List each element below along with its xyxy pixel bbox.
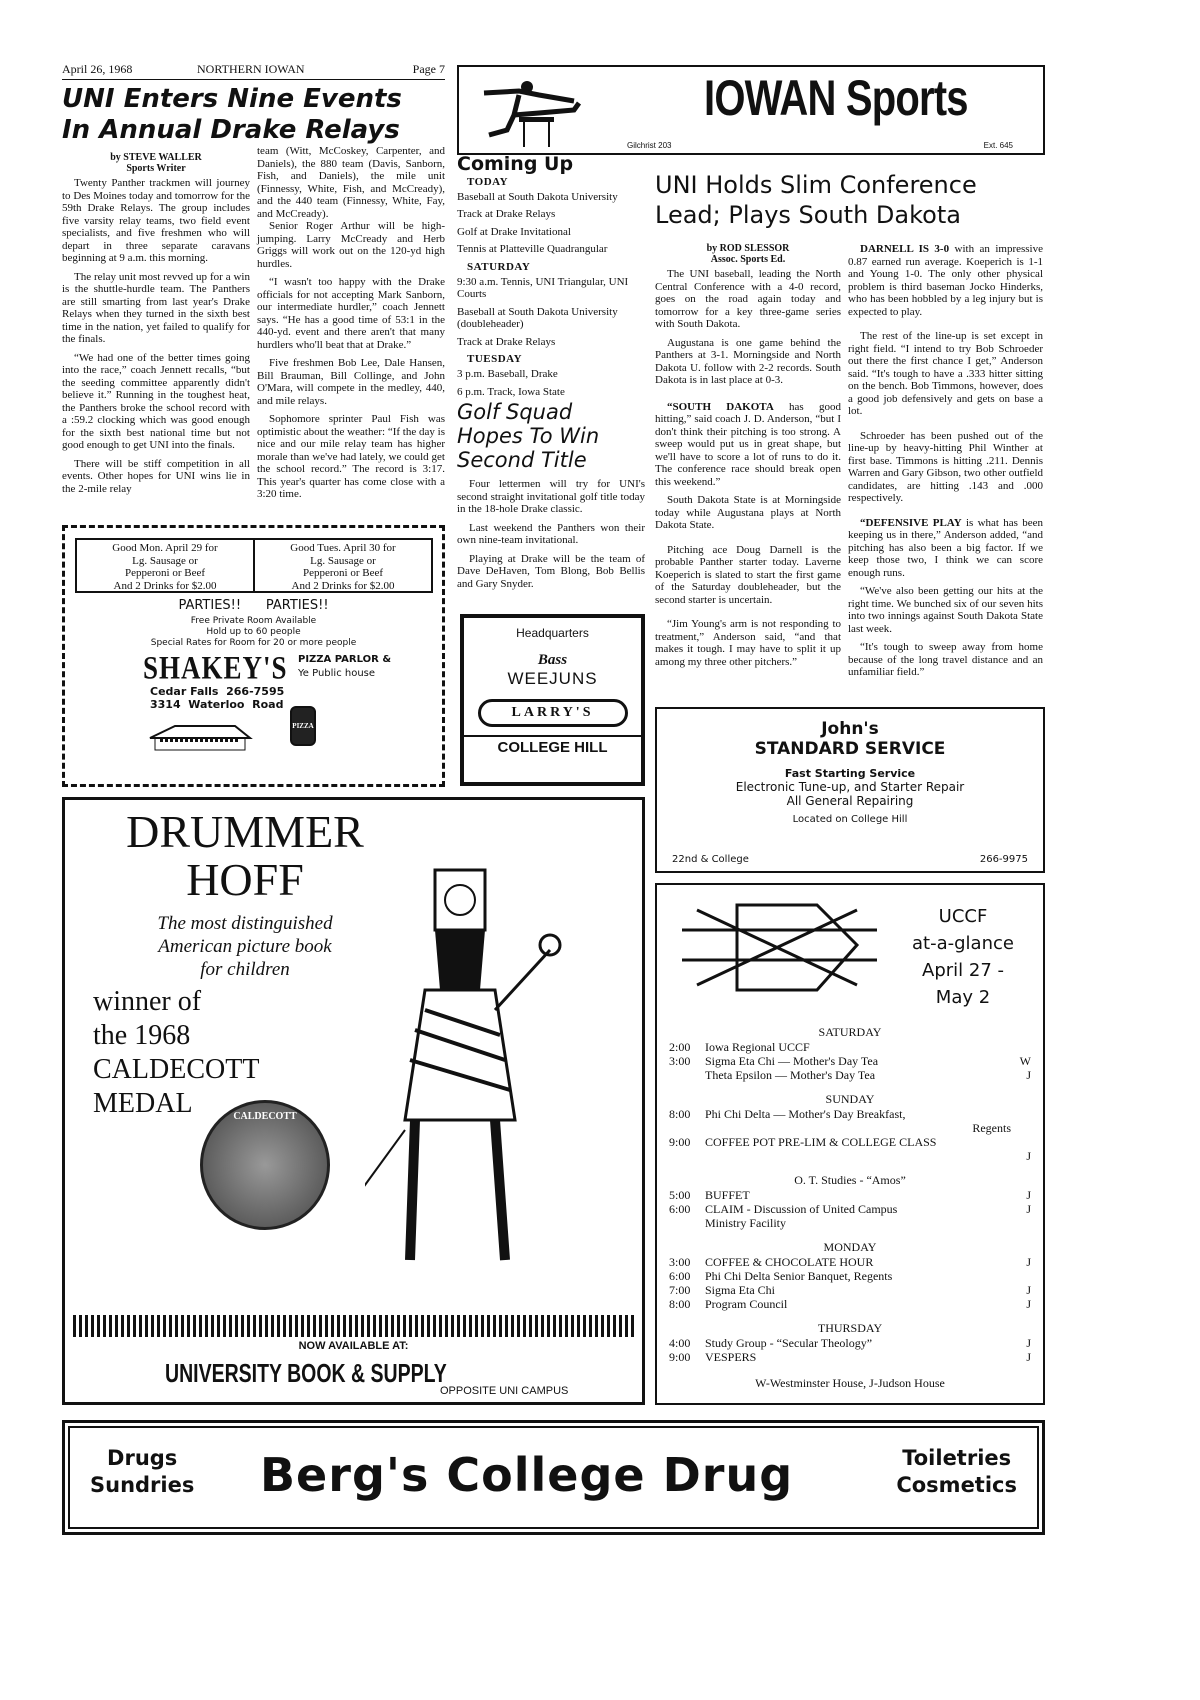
- event-name: VESPERS: [705, 1350, 757, 1364]
- event-item: Baseball at South Dakota University: [457, 190, 618, 203]
- shakeys-ad: [62, 525, 445, 787]
- paragraph: South Dakota State is at Morningside today while Augustana plays at North Dakota State.: [655, 494, 841, 531]
- event-location: W: [1019, 1054, 1031, 1068]
- event-time: 6:00: [669, 1269, 691, 1283]
- baseball-headline: [655, 170, 977, 230]
- phone-extension: Ext. 645: [983, 141, 1013, 150]
- event-time: 9:00: [669, 1135, 691, 1149]
- byline: by ROD SLESSOR: [706, 243, 790, 254]
- event-time: [669, 1068, 705, 1082]
- coupon-line: And 2 Drinks for $2.00: [291, 579, 395, 592]
- event-time: 5:00: [669, 1188, 691, 1202]
- byline: by STEVE WALLER: [110, 152, 202, 163]
- coupon-monday[interactable]: [77, 540, 255, 591]
- medal-text: CALDECOTT: [233, 1111, 297, 1122]
- day-heading: TODAY: [467, 175, 509, 188]
- ad-line: Electronic Tune-up, and Starter Repair: [735, 780, 965, 794]
- schedule-row: [669, 1216, 1031, 1230]
- paragraph: The rest of the line-up is set except in right field. “I intend to try Bob Schroeder out there the first chance I get,” Anderson said. “It's tough to have a .333 hitter sitting on the bench. Bob Timmons, however, does a good job defensively and gets on base a lot.: [848, 330, 1043, 417]
- event-name: CLAIM - Discussion of United Campus: [705, 1202, 898, 1216]
- coupon-line: And 2 Drinks for $2.00: [113, 579, 217, 592]
- paragraph: Playing at Drake will be the team of Dave DeHaven, Tom Blong, Bob Bellis and Gary Snyder.: [457, 552, 645, 590]
- ad-line: Hold up to 60 people: [206, 627, 301, 637]
- schedule-row: [669, 1336, 1031, 1350]
- paragraph: “Jim Young's arm is not responding to treatment,” Anderson said, “and that makes it tough. I may have to split it up among my three other pitchers.”: [655, 618, 841, 668]
- event-time: 9:00: [669, 1350, 691, 1364]
- event-name: COFFEE & CHOCOLATE HOUR: [705, 1255, 874, 1269]
- coupon-line: Lg. Sausage or: [132, 554, 198, 567]
- coupon-line: Good Mon. April 29 for: [112, 542, 218, 554]
- masthead-title: IOWAN Sports: [704, 70, 968, 126]
- johns-name: John's: [821, 719, 879, 739]
- event-location: [1011, 1269, 1031, 1283]
- shakeys-sub: PIZZA PARLOR &: [298, 654, 392, 665]
- uccf-title: [893, 903, 1033, 1011]
- grass-border: [73, 1315, 636, 1337]
- ad-line: Located on College Hill: [792, 814, 908, 825]
- event-time: 8:00: [669, 1297, 691, 1311]
- schedule-row: [669, 1149, 1031, 1163]
- event-name: Sigma Eta Chi — Mother's Day Tea: [705, 1054, 879, 1068]
- paragraph: Last weekend the Panthers won their own nine-team invitational.: [457, 521, 645, 546]
- paragraph: Four lettermen will try for UNI's second straight invitational golf title today in the 18-hole Drake classic.: [457, 478, 645, 515]
- college-hill: COLLEGE HILL: [464, 735, 641, 756]
- event-location: J: [1026, 1350, 1031, 1364]
- shakeys-address: 3314 Waterloo Road: [150, 698, 284, 711]
- book-title: [95, 808, 395, 904]
- available-at: NOW AVAILABLE AT:: [298, 1340, 409, 1352]
- drake-column-1: [62, 152, 250, 501]
- day-heading: SATURDAY: [467, 260, 531, 273]
- event-item: Baseball at South Dakota University (doubleheader): [457, 305, 618, 330]
- paragraph: The UNI baseball, leading the North Central Conference with a 4-0 record, goes on the road again today and tomorrow for a key three-game series with South Dakota.: [655, 268, 841, 330]
- event-time: 8:00: [669, 1107, 691, 1121]
- event-time: [669, 1149, 705, 1163]
- uccf-legend: W-Westminster House, J-Judson House: [755, 1376, 945, 1390]
- byline-role: Sports Writer: [126, 163, 186, 174]
- paragraph-text: is what has been keeping us in there,” Anderson added, “and pitching has also been a big factor. If we keep those two, I think we can score enough runs.: [848, 516, 1043, 579]
- drummer-hoff-ad: [62, 797, 645, 1405]
- iowan-sports-masthead: [457, 65, 1045, 155]
- event-location: J: [1026, 1255, 1031, 1269]
- event-time: [669, 1121, 705, 1135]
- event-time: 3:00: [669, 1054, 691, 1068]
- title-line: DRUMMER: [126, 806, 364, 857]
- parties-text: PARTIES!!: [178, 598, 242, 613]
- paragraph: There will be stiff competition in all events. Other hopes for UNI wins lie in the 2-mile relay: [62, 457, 250, 495]
- baseball-column-1: [655, 243, 841, 674]
- coupons: [75, 538, 433, 593]
- event-location: J: [1026, 1068, 1031, 1082]
- award-line: CALDECOTT: [93, 1054, 260, 1085]
- schedule-row: [669, 1040, 1031, 1054]
- title-line: HOFF: [186, 854, 304, 905]
- parties-text: PARTIES!!: [265, 598, 329, 613]
- bergs-name: Berg's College Drug: [260, 1448, 794, 1502]
- schedule-row: [669, 1107, 1031, 1121]
- golf-article: [457, 478, 645, 596]
- paper-name: NORTHERN IOWAN: [197, 62, 305, 76]
- issue-date: April 26, 1968: [62, 62, 133, 76]
- event-location: [1011, 1107, 1031, 1121]
- bergs-ad: [62, 1420, 1045, 1535]
- paragraph: “I wasn't too happy with the Drake officials for not accepting Mark Sanborn, our intermediate hurdler,” coach Jennett says. “He has a good time of 53:1 in the 440-yd. event and there aren't that many hurdlers who'll beat that at Drake.”: [257, 276, 445, 351]
- drake-column-2: [257, 145, 445, 507]
- event-time: [669, 1216, 705, 1230]
- uccf-ad: [655, 883, 1045, 1405]
- event-item: 3 p.m. Baseball, Drake: [457, 368, 558, 380]
- uccf-schedule: [669, 1015, 1031, 1364]
- schedule-row: [669, 1350, 1031, 1364]
- book-tagline: [95, 912, 395, 981]
- shakeys-sign: PIZZA: [290, 706, 316, 746]
- ad-line: Free Private Room Available: [190, 616, 317, 626]
- paragraph: “We've also been getting our hits at the right time. We bunched six of our seven hits into two innings against South Dakota State last week.: [848, 585, 1043, 635]
- award-text: [93, 985, 259, 1121]
- shakeys-sub: Ye Public house: [298, 668, 376, 679]
- headline-line: UNI Holds Slim Conference: [655, 171, 977, 199]
- larrys-logo: LARRY'S: [478, 699, 628, 727]
- schedule-row: [669, 1188, 1031, 1202]
- paragraph-text: with an impressive 0.87 earned run average. Koeperich is 1-1 and Young 1-0. The only other physical problem is third baseman Jocko Hinderks, who has been hobbled by a leg injury but is expected to play.: [848, 243, 1043, 318]
- paragraph: [655, 401, 841, 489]
- ad-line: Drugs: [107, 1446, 178, 1470]
- schedule-row: [669, 1135, 1031, 1149]
- event-name: Study Group - “Secular Theology”: [705, 1336, 873, 1350]
- event-name: Phi Chi Delta Senior Banquet, Regents: [705, 1269, 893, 1283]
- shakeys-logo: SHAKEY'S: [143, 649, 288, 686]
- tagline-line: for children: [200, 959, 290, 980]
- event-item: Track at Drake Relays: [457, 208, 556, 220]
- event-name: Iowa Regional UCCF: [705, 1040, 810, 1054]
- lead-in: “DEFENSIVE PLAY: [860, 516, 962, 529]
- event-item: 6 p.m. Track, Iowa State: [457, 385, 565, 398]
- store-location: OPPOSITE UNI CAMPUS: [440, 1385, 569, 1397]
- schedule-row: [669, 1054, 1031, 1068]
- baseball-column-2: [848, 243, 1043, 685]
- lead-in: “SOUTH DAKOTA: [667, 400, 774, 413]
- bergs-left: [90, 1445, 194, 1499]
- event-time: 7:00: [669, 1283, 691, 1297]
- golf-headline: [457, 400, 599, 472]
- schedule-row: [669, 1121, 1031, 1135]
- paragraph: “We had one of the better times going into the race,” coach Jennett recalls, “but the seeding committee apparently didn't believe it.” Running in the toughest heat, the Panthers broke the school record with a :59.2 clocking which was good enough for the sixth best national time but not good enough to get UNI into the finals.: [62, 351, 250, 451]
- event-name: Phi Chi Delta — Mother's Day Breakfast,: [705, 1107, 906, 1121]
- event-name: Regents: [972, 1121, 1011, 1135]
- paragraph: The relay unit most revved up for a win is the shuttle-hurdle team. The Panthers are still smarting from last year's Drake Relays when they turned in the sixth best time in the nation, yet failed to qualify for the finals.: [62, 270, 250, 345]
- schedule-row: [669, 1297, 1031, 1311]
- coming-up-section: [457, 153, 647, 403]
- headline-line: Golf Squad: [457, 400, 573, 424]
- coupon-line: Lg. Sausage or: [310, 554, 376, 567]
- schedule-day: SATURDAY: [818, 1025, 882, 1039]
- ad-line: Cosmetics: [896, 1473, 1017, 1497]
- schedule-day: SUNDAY: [825, 1092, 875, 1106]
- headline-line: Second Title: [457, 448, 587, 472]
- bass-logo: Bass: [537, 652, 568, 668]
- paragraph: Twenty Panther trackmen will journey to Des Moines today and tomorrow for the 59th Drake Relays. The group includes five varsity relay teams, two field event specialists, and five freshmen who will depart in three separate caravans beginning at 9 a.m. this morning.: [62, 177, 250, 264]
- title-line: UCCF: [938, 906, 988, 927]
- event-time: 2:00: [669, 1040, 691, 1054]
- paragraph: “It's tough to sweep away from home because of the long travel distance and an unfamiliar field.”: [848, 641, 1043, 678]
- headline-line: Hopes To Win: [457, 424, 600, 448]
- schedule-row: [669, 1255, 1031, 1269]
- ad-line: Headquarters: [516, 626, 589, 640]
- coupon-line: Good Tues. April 30 for: [290, 542, 396, 554]
- paragraph: Pitching ace Doug Darnell is the probable Panther starter today. Laverne Koeperich is slated to start the first game of the Saturday doubleheader, but the second starter is uncertain.: [655, 543, 841, 606]
- event-name: Program Council: [705, 1297, 788, 1311]
- paragraph: Augustana is one game behind the Panthers at 3-1. Morningside and North Dakota U. follow with 2-2 records. South Dakota is in last place at 0-3.: [655, 336, 841, 386]
- event-location: [1011, 1040, 1031, 1054]
- award-line: MEDAL: [93, 1088, 193, 1119]
- parties-heading: [65, 598, 442, 613]
- event-location: J: [1026, 1283, 1031, 1297]
- uccf-logo-icon: [677, 900, 887, 995]
- coupon-line: Pepperoni or Beef: [124, 567, 206, 579]
- paragraph: team (Witt, McCoskey, Carpenter, and Daniels), the 880 team (Davis, Sanborn, Fish, and Daniels), the mile unit (Finnessy, White, Fish, and McCready), and the 440 team (Finnessy, White, Fay, and McCready).: [257, 145, 445, 220]
- title-line: April 27 -: [922, 960, 1004, 981]
- event-location: J: [1026, 1188, 1031, 1202]
- bergs-right: [896, 1445, 1017, 1499]
- store-logo: UNIVERSITY BOOK & SUPPLY: [165, 1358, 447, 1388]
- title-line: at-a-glance: [912, 933, 1014, 954]
- event-time: 6:00: [669, 1202, 691, 1216]
- paragraph: Five freshmen Bob Lee, Dale Hansen, Bill Brauman, Bill Collinge, and John O'Mara, will compete in the medley, 440, and mile relays.: [257, 357, 445, 407]
- event-location: J: [1026, 1336, 1031, 1350]
- award-line: the 1968: [93, 1020, 191, 1051]
- johns-standard-ad: [655, 707, 1045, 873]
- caldecott-medal: [200, 1100, 330, 1230]
- paragraph: [848, 243, 1043, 318]
- johns-phone: 266-9975: [979, 854, 1028, 865]
- event-name: Theta Epsilon — Mother's Day Tea: [705, 1068, 876, 1082]
- drummer-illustration-icon: [365, 860, 565, 1310]
- event-location: [1011, 1135, 1031, 1149]
- weejuns-logo: WEEJUNS: [507, 669, 598, 688]
- headline-line: In Annual Drake Relays: [62, 115, 400, 145]
- event-location: J: [1026, 1297, 1031, 1311]
- shakeys-phone: Cedar Falls 266-7595: [150, 685, 285, 698]
- schedule-row: [669, 1068, 1031, 1082]
- restaurant-building-icon: [145, 718, 255, 753]
- event-name: [705, 1149, 1011, 1163]
- drake-headline: [62, 84, 402, 146]
- johns-title: STANDARD SERVICE: [754, 739, 946, 759]
- event-name: COFFEE POT PRE-LIM & COLLEGE CLASS: [705, 1135, 937, 1149]
- coupon-line: Pepperoni or Beef: [302, 567, 384, 579]
- coupon-tuesday[interactable]: [255, 540, 431, 591]
- johns-address: 22nd & College: [672, 854, 749, 865]
- event-name: BUFFET: [705, 1188, 750, 1202]
- coming-up-title: Coming Up: [457, 153, 574, 175]
- paragraph: Senior Roger Arthur will be high-jumping. Larry McCready and Herb Griggs will work out on the 120-yd high hurdles.: [257, 220, 445, 270]
- paragraph: Schroeder has been pushed out of the line-up by heavy-hitting Phil Winther at first base. Timmons is hitting .211. Dennis Warren and Gary Gibson, two other outfield candidates, are hitting .143 and .000 respectively.: [848, 429, 1043, 504]
- office-location: Gilchrist 203: [627, 141, 672, 150]
- hurdler-icon: [479, 75, 589, 150]
- event-name: Ministry Facility: [705, 1216, 786, 1230]
- event-location: J: [1026, 1202, 1031, 1216]
- event-location: J: [1026, 1149, 1031, 1163]
- event-item: Tennis at Platteville Quadrangular: [457, 243, 608, 255]
- tagline-line: The most distinguished: [157, 913, 333, 934]
- event-location: [1011, 1216, 1031, 1230]
- paragraph-text: has good hitting,” said coach J. D. Anderson, “but I don't think their pitching is too strong. A sweep would put us in great shape, but we'll have to score a lot of runs to do it. The conference race should break open this weekend.”: [655, 400, 841, 488]
- ad-line: Fast Starting Service: [784, 767, 916, 780]
- day-heading: TUESDAY: [467, 353, 523, 365]
- schedule-row: [669, 1269, 1031, 1283]
- page-header: [62, 62, 445, 80]
- event-item: Golf at Drake Invitational: [457, 225, 571, 238]
- page-number: Page 7: [412, 62, 445, 76]
- ad-line: Special Rates for Room for 20 or more people: [150, 638, 357, 648]
- award-line: winner of: [93, 986, 202, 1017]
- headline-line: UNI Enters Nine Events: [62, 84, 402, 114]
- event-time: 4:00: [669, 1336, 691, 1350]
- title-line: May 2: [935, 987, 991, 1008]
- byline-role: Assoc. Sports Ed.: [710, 254, 786, 265]
- ad-line: Sundries: [90, 1473, 195, 1497]
- event-item: 9:30 a.m. Tennis, UNI Triangular, UNI Courts: [457, 275, 629, 300]
- schedule-day: O. T. Studies - “Amos”: [794, 1173, 906, 1187]
- ad-line: All General Repairing: [786, 794, 914, 808]
- schedule-day: MONDAY: [823, 1240, 877, 1254]
- tagline-line: American picture book: [158, 936, 332, 957]
- event-location: [1011, 1121, 1031, 1135]
- schedule-row: [669, 1283, 1031, 1297]
- larrys-ad: [460, 614, 645, 786]
- schedule-row: [669, 1202, 1031, 1216]
- event-item: Track at Drake Relays: [457, 335, 556, 348]
- event-time: 3:00: [669, 1255, 691, 1269]
- ad-line: Toiletries: [902, 1446, 1012, 1470]
- event-name: Sigma Eta Chi: [705, 1283, 775, 1297]
- headline-line: Lead; Plays South Dakota: [655, 201, 961, 229]
- paragraph: Sophomore sprinter Paul Fish was optimistic about the weather: “If the day is nice and our mile relay team has higher morale than we've had lately, we could get the school record.” The record is 3:17. This year's quarter has come close with a 3:20 time.: [257, 413, 445, 500]
- lead-in: DARNELL IS 3-0: [860, 243, 950, 255]
- schedule-day: THURSDAY: [817, 1321, 883, 1335]
- paragraph: [848, 517, 1043, 580]
